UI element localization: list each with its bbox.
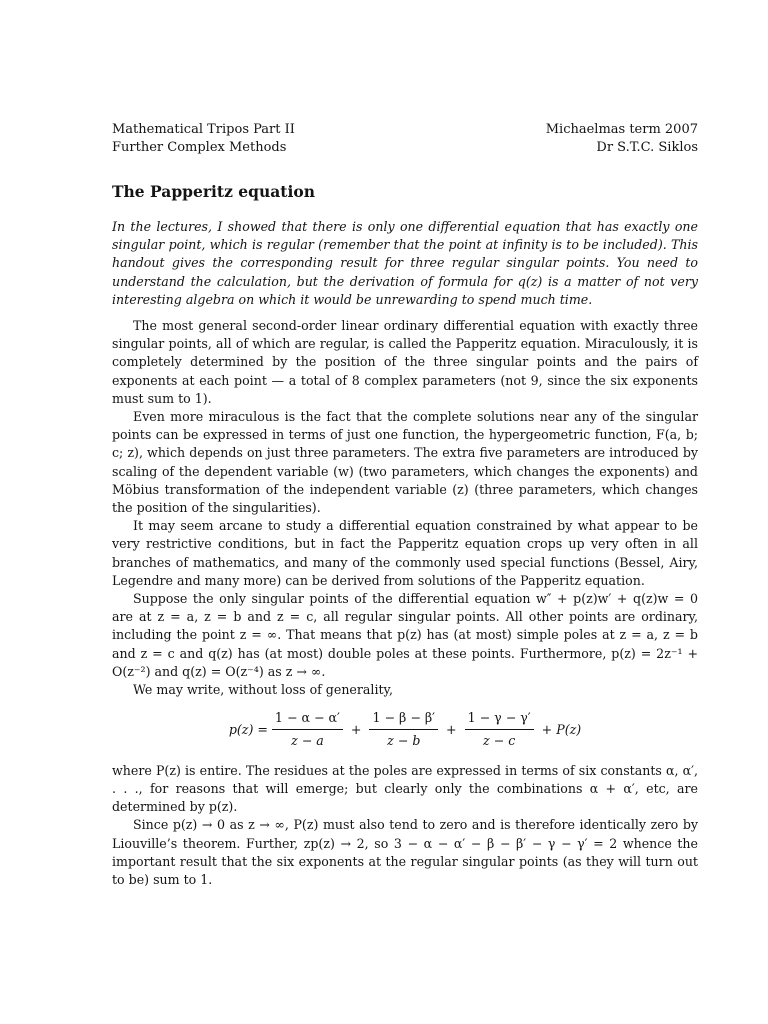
paragraph-6: where P(z) is entire. The residues at the poles are expressed in terms of six constants α, α′, . . ., for reasons that will emerge; but clearly only the combinations α + α′, etc, are determined by p(z). xyxy=(112,762,698,815)
equation-lhs: p(z) = xyxy=(228,721,268,737)
fraction-1 xyxy=(272,709,343,750)
fraction-3 xyxy=(465,709,534,750)
author: Dr S.T.C. Siklos xyxy=(596,140,698,155)
paragraph-3: It may seem arcane to study a differential equation constrained by what appear to be very restrictive conditions, but in fact the Papperitz equation crops up very often in all branches of mathematics, and many of the commonly used special functions (Bessel, Airy, Legendre and many more) can be derived from solutions of the Papperitz equation. xyxy=(112,518,698,588)
document-title: The Papperitz equation xyxy=(112,182,315,201)
term: Michaelmas term 2007 xyxy=(545,122,698,137)
plus-1: + xyxy=(350,721,362,737)
header-right xyxy=(546,121,698,157)
denominator-3: z − c xyxy=(483,733,516,749)
paragraph-2: Even more miraculous is the fact that the complete solutions near any of the singular points can be expressed in terms of just one function, the hypergeometric function, F(a, b; c; z), which depends on just three parameters. The extra five parameters are introduced by scaling of the dependent variable (w) (two parameters, which changes the exponents) and Möbius transformation of the independent variable (z) (three parameters, which changes the position of the singularities). xyxy=(112,409,698,516)
document-body xyxy=(112,218,698,889)
display-equation xyxy=(112,709,698,750)
paragraph-4: Suppose the only singular points of the differential equation w″ + p(z)w′ + q(z)w = 0 are at z = a, z = b and z = c, all regular singular points. All other points are ordinary, including the point z = ∞. That means that p(z) has (at most) simple poles at z = a, z = b and z = c and q(z) has (at most) double poles at these points. Furthermore, p(z) = 2z⁻¹ + O(z⁻²) and q(z) = O(z⁻⁴) as z → ∞. xyxy=(112,591,698,679)
course-subtitle: Further Complex Methods xyxy=(112,140,287,155)
course-name: Mathematical Tripos Part II xyxy=(112,122,295,137)
plus-3: + xyxy=(541,721,553,737)
paragraph-1: The most general second-order linear ordinary differential equation with exactly three singular points, all of which are regular, is called the Papperitz equation. Miraculously, it is completely determined by the position of the three singular points and the pairs of exponents at each point — a total of 8 complex parameters (not 9, since the six exponents must sum to 1). xyxy=(112,318,698,406)
equation-tail: P(z) xyxy=(556,721,582,737)
denominator-2: z − b xyxy=(387,733,421,749)
intro-paragraph: In the lectures, I showed that there is only one differential equation that has exactly one singular point, which is regular (remember that the point at infinity is to be included). This handout gives the corresponding result for three regular singular points. You need to understand the calculation, but the derivation of formula for q(z) is a matter of not very interesting algebra on which it would be unrewarding to spend much time. xyxy=(112,219,698,307)
paragraph-5: We may write, without loss of generality, xyxy=(133,682,393,698)
fraction-2 xyxy=(369,709,438,750)
header-left xyxy=(112,121,295,157)
numerator-3: 1 − γ − γ′ xyxy=(465,709,534,730)
denominator-1: z − a xyxy=(291,733,324,749)
numerator-1: 1 − α − α′ xyxy=(272,709,343,730)
numerator-2: 1 − β − β′ xyxy=(369,709,438,730)
paragraph-7: Since p(z) → 0 as z → ∞, P(z) must also tend to zero and is therefore identically zero by Liouville’s theorem. Further, zp(z) → 2, so 3 − α − α′ − β − β′ − γ − γ′ = 2 whence the important result that the six exponents at the regular singular points (as they will turn out to be) sum to 1. xyxy=(112,817,698,887)
plus-2: + xyxy=(446,721,457,737)
